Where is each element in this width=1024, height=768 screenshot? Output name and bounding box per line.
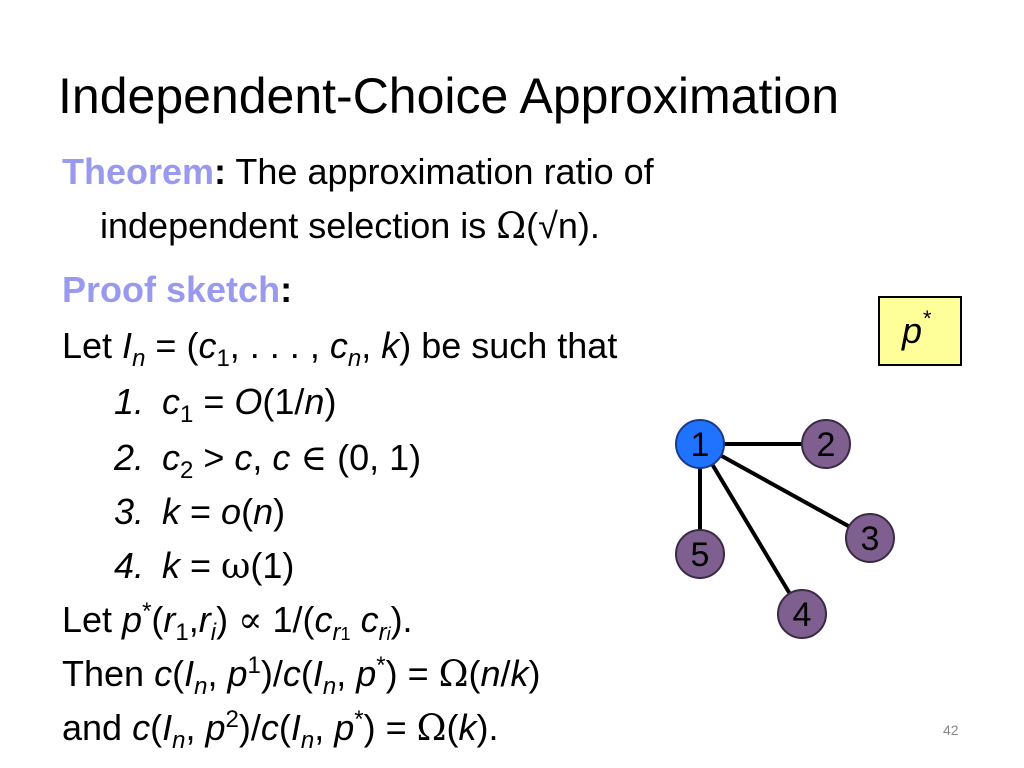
edge-1-4 <box>700 444 802 614</box>
node-1-label: 1 <box>690 426 710 464</box>
theorem-text-1: The approximation ratio of <box>235 151 654 192</box>
slide-title: Independent-Choice Approximation <box>58 68 840 124</box>
node-1 <box>676 420 724 468</box>
node-2-label: 2 <box>816 426 836 464</box>
node-4 <box>778 590 826 638</box>
graph-edges <box>700 444 870 614</box>
condition-3: 3. k = o(n) <box>114 491 286 532</box>
condition-number: 4. <box>114 545 145 586</box>
theorem-colon: : <box>214 151 227 192</box>
condition-1: 1. $c_1 = O(1/n)$ <box>114 381 337 429</box>
condition-4: 4. k = ω(1) <box>114 545 295 587</box>
let-definition: Let $I_n = (c_1$, . . . , $c_n$, k) be such that <box>62 325 618 373</box>
proof-colon: : <box>280 269 293 310</box>
condition-number: 2. <box>114 437 145 478</box>
condition-2: 2. $c_2 > c$, c ∈ (0, 1) <box>114 437 422 485</box>
result-line-2: and $c(I_n$, $p^2)/c(I_n$, p*) = Ω(k). <box>62 706 499 755</box>
node-3 <box>846 514 894 562</box>
pstar-definition: Let $p^*(r_1,r_i) \propto 1/(c_{r1}$ $c_{ri}$). <box>62 598 413 647</box>
pstar-label: p* <box>902 306 931 351</box>
theorem-text-2: independent selection is <box>100 205 497 246</box>
page-number: 42 <box>943 722 959 738</box>
graph-nodes <box>676 420 894 638</box>
node-4-label: 4 <box>792 596 812 634</box>
proof-keyword: Proof sketch <box>62 269 281 310</box>
condition-number: 1. <box>114 381 145 422</box>
node-5 <box>676 530 724 578</box>
node-3-label: 3 <box>860 520 880 558</box>
condition-number: 3. <box>114 491 145 532</box>
theorem-text-2-rest: (√n). <box>526 205 600 246</box>
node-2 <box>802 420 850 468</box>
theorem-keyword: Theorem <box>62 151 215 192</box>
node-5-label: 5 <box>690 536 710 574</box>
omega-symbol: Ω <box>496 206 527 247</box>
result-line-1: Then $c(I_n$, $p^1)/c(I_n$, p*) = Ω(n/k) <box>62 652 541 701</box>
